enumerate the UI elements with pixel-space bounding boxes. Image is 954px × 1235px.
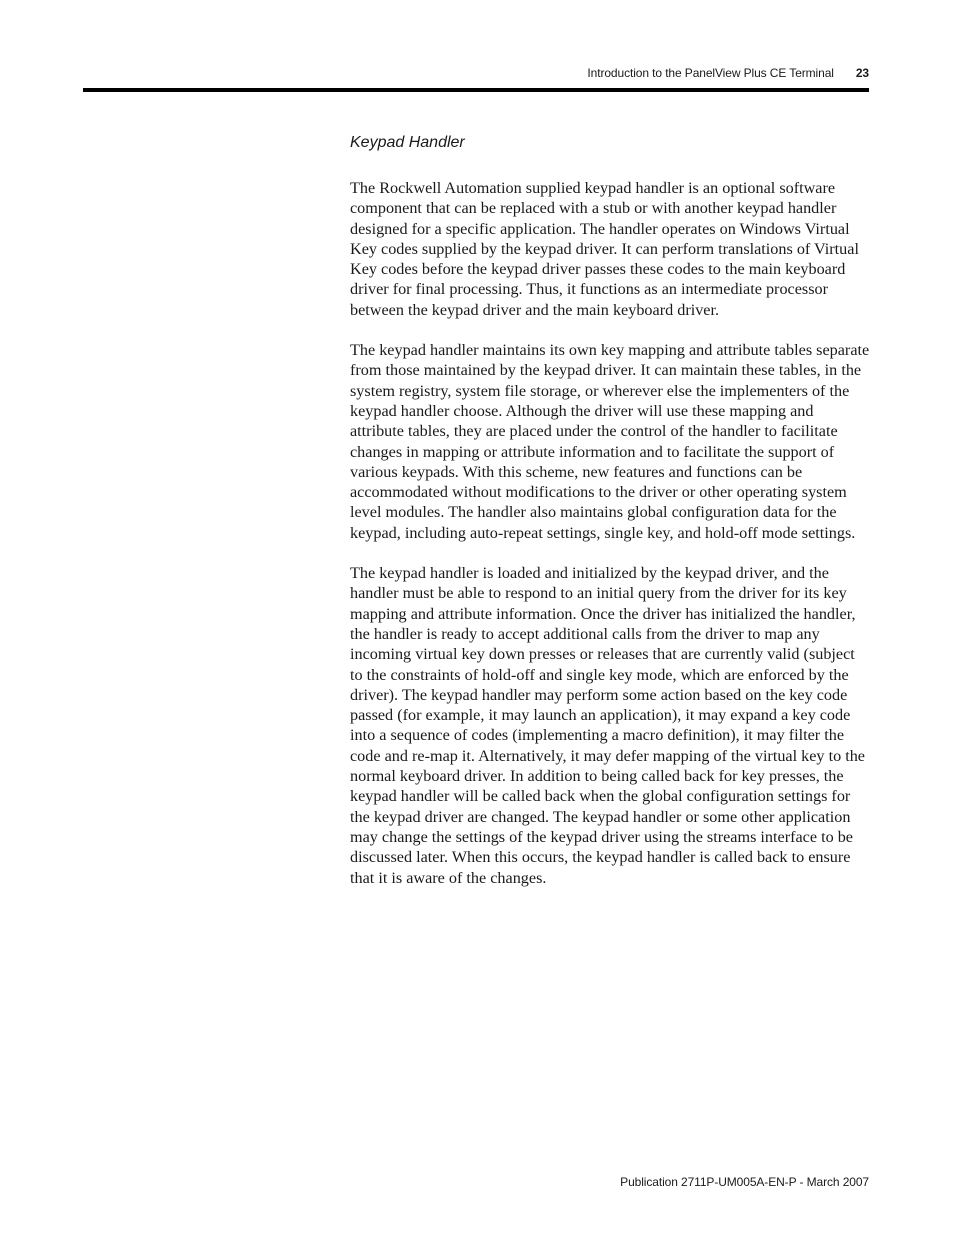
paragraph-1: The Rockwell Automation supplied keypad handler is an optional software component that can be replaced with a stub or with another keypad handler designed for a specific application. The handler operates on Windows Virtual Key codes supplied by the keypad driver. It can perform translations of Virtual Key codes before the keypad driver passes these codes to the main keyboard driver for final processing. Thus, it functions as an intermediate processor between the keypad driver and the main keyboard driver. [350, 179, 859, 319]
paragraph-3: The keypad handler is loaded and initialized by the keypad driver, and the handler must be able to respond to an initial query from the driver for its key mapping and attribute information. Once the driver has initialized the handler, the handler is ready to accept additional calls from the driver to map any incoming virtual key down presses or releases that are currently valid (subject to the constraints of hold-off and single key mode, which are enforced by the driver). The keypad handler may perform some action based on the key code passed (for example, it may launch an application), it may expand a key code into a sequence of codes (implementing a macro definition), it may filter the code and re-map it. Alternatively, it may defer mapping of the virtual key to the normal keyboard driver. In addition to being called back for key presses, the keypad handler will be called back when the global configuration settings for the keypad driver are changed. The keypad handler or some other application may change the settings of the keypad driver using the streams interface to be discussed later. When this occurs, the keypad handler is called back to ensure that it is aware of the changes. [350, 564, 865, 887]
page-number: 23 [855, 66, 869, 80]
publication-footer: Publication 2711P-UM005A-EN-P - March 2007 [620, 1175, 869, 1189]
section-title: Keypad Handler [350, 134, 465, 151]
running-header [0, 66, 869, 86]
running-title: Introduction to the PanelView Plus CE Terminal [587, 66, 834, 80]
header-rule [83, 88, 869, 92]
paragraph-2: The keypad handler maintains its own key mapping and attribute tables separate from those maintained by the keypad driver. It can maintain these tables, in the system registry, system file storage, or wherever else the implementers of the keypad handler choose. Although the driver will use these mapping and attribute tables, they are placed under the control of the handler to facilitate changes in mapping or attribute information and to facilitate the support of various keypads. With this scheme, new features and functions can be accommodated without modifications to the driver or other operating system level modules. The handler also maintains global configuration data for the keypad, including auto-repeat settings, single key, and hold-off mode settings. [350, 341, 870, 542]
body-text [350, 178, 870, 908]
